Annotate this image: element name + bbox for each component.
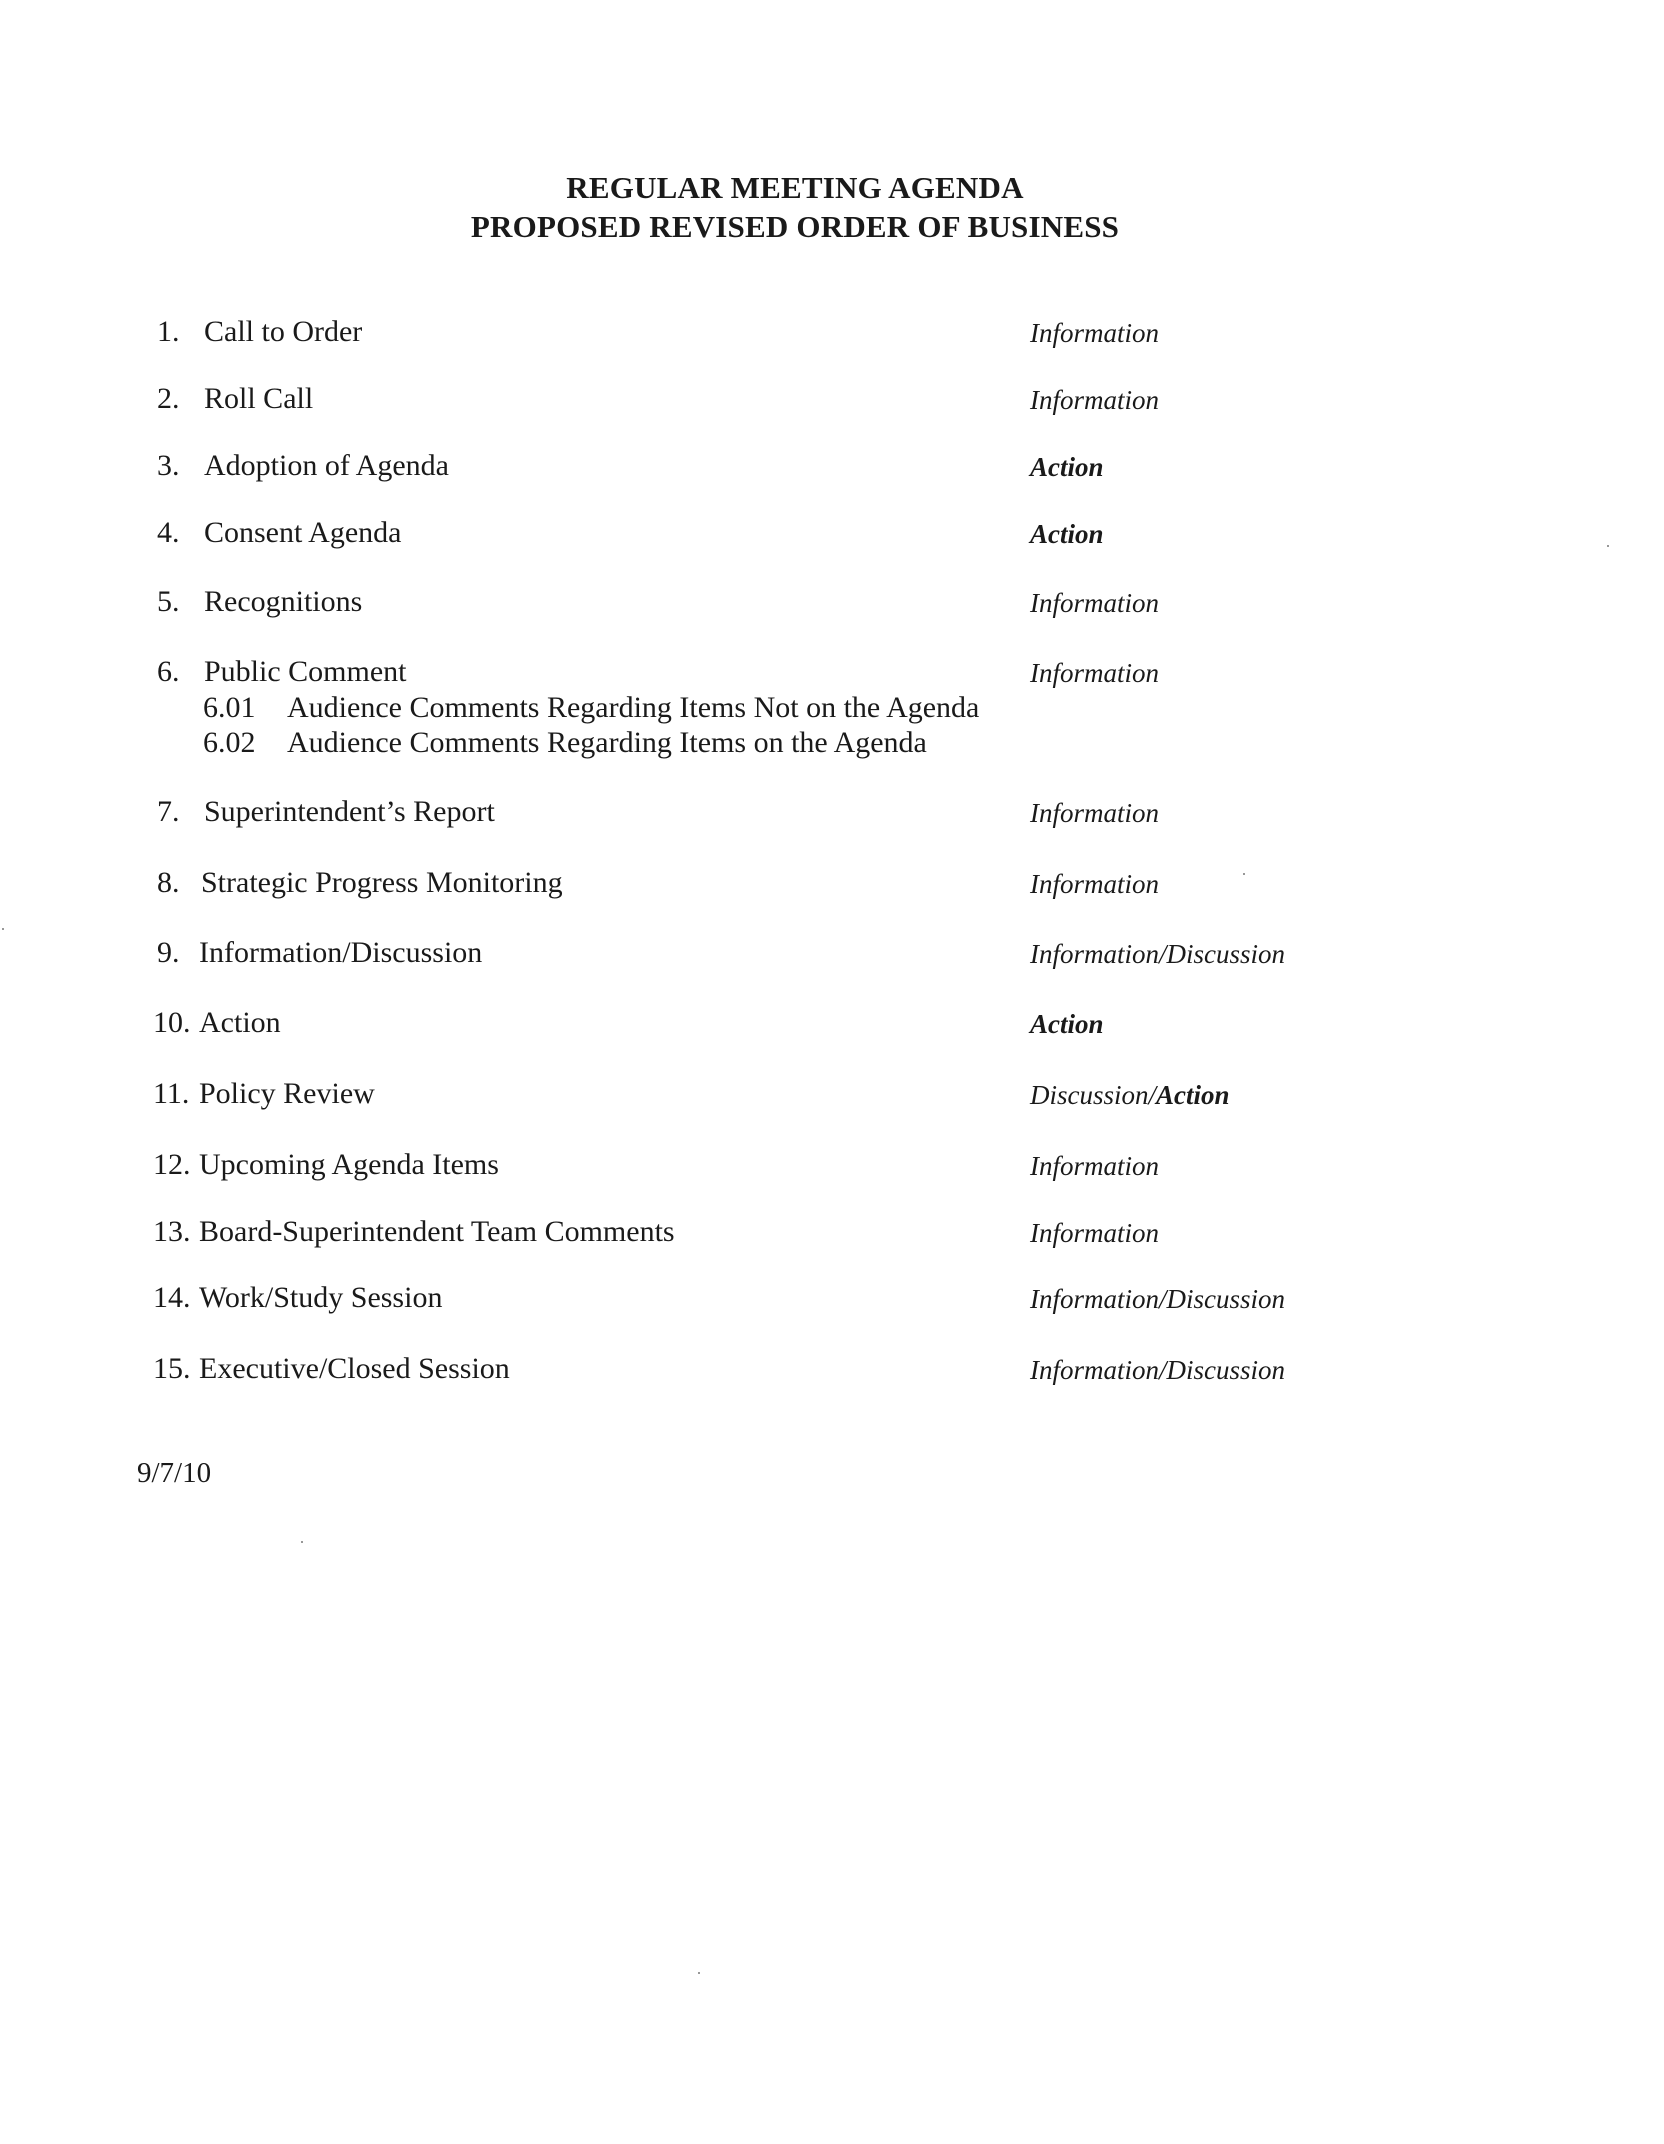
agenda-item-10	[0, 1008, 1600, 1048]
item-type: Information	[1030, 869, 1160, 899]
item-type-prefix: Discussion/	[1030, 1080, 1157, 1110]
item-label: Information/Discussion	[199, 936, 483, 969]
item-label: Board-Superintendent Team Comments	[199, 1215, 675, 1248]
item-type: Action	[1030, 452, 1104, 482]
item-number: 13.	[153, 1215, 191, 1248]
agenda-item-5	[0, 587, 1600, 627]
item-number: 9.	[157, 936, 180, 969]
item-number: 15.	[153, 1352, 191, 1385]
item-label: Executive/Closed Session	[199, 1352, 510, 1385]
item-type: Information	[1030, 798, 1160, 828]
item-type: Information	[1030, 658, 1160, 688]
scan-speck	[301, 1541, 303, 1543]
scan-speck	[1607, 545, 1609, 547]
item-type: Information/Discussion	[1030, 939, 1286, 969]
agenda-item-15	[0, 1354, 1600, 1394]
scan-speck	[2, 928, 4, 930]
item-label: Roll Call	[204, 382, 314, 415]
item-type: Information/Discussion	[1030, 1284, 1286, 1314]
item-number: 10.	[153, 1006, 191, 1039]
item-number: 8.	[157, 866, 180, 899]
agenda-item-2	[0, 384, 1600, 424]
agenda-item-13	[0, 1217, 1600, 1257]
item-type: Information	[1030, 1218, 1160, 1248]
subitem-label: Audience Comments Regarding Items on the Agenda	[287, 726, 927, 759]
item-label: Superintendent’s Report	[204, 795, 495, 828]
item-number: 1.	[157, 315, 180, 348]
item-type: Action	[1030, 519, 1104, 549]
document-date: 9/7/10	[137, 1457, 212, 1489]
item-label: Action	[199, 1006, 281, 1039]
item-label: Policy Review	[199, 1077, 375, 1110]
agenda-item-8	[0, 868, 1600, 908]
item-label: Recognitions	[204, 585, 363, 618]
item-number: 6.	[157, 655, 180, 688]
item-number: 12.	[153, 1148, 191, 1181]
title-line-1: REGULAR MEETING AGENDA	[566, 170, 1024, 205]
item-label: Upcoming Agenda Items	[199, 1148, 499, 1181]
agenda-item-11	[0, 1079, 1600, 1119]
item-label: Adoption of Agenda	[204, 449, 449, 482]
item-number: 11.	[153, 1077, 190, 1110]
item-type: Information	[1030, 318, 1160, 348]
item-type	[1030, 1082, 1230, 1109]
agenda-item-14	[0, 1283, 1600, 1323]
item-type: Information	[1030, 1151, 1160, 1181]
item-number: 4.	[157, 516, 180, 549]
agenda-item-12	[0, 1150, 1600, 1190]
item-label: Consent Agenda	[204, 516, 402, 549]
agenda-item-9	[0, 938, 1600, 978]
item-type: Information	[1030, 385, 1160, 415]
item-type: Action	[1030, 1009, 1104, 1039]
item-type: Information	[1030, 588, 1160, 618]
item-number: 2.	[157, 382, 180, 415]
item-type: Information/Discussion	[1030, 1355, 1286, 1385]
agenda-item-4	[0, 518, 1600, 558]
agenda-item-1	[0, 317, 1600, 357]
item-number: 7.	[157, 795, 180, 828]
subitem-label: Audience Comments Regarding Items Not on the Agenda	[287, 691, 980, 724]
item-label: Call to Order	[204, 315, 363, 348]
item-label: Work/Study Session	[199, 1281, 443, 1314]
title-line-2: PROPOSED REVISED ORDER OF BUSINESS	[470, 209, 1120, 244]
scan-speck	[698, 1972, 700, 1974]
agenda-item-7	[0, 797, 1600, 837]
item-number: 5.	[157, 585, 180, 618]
subitem-number: 6.02	[203, 726, 256, 759]
subitem-number: 6.01	[203, 691, 256, 724]
item-label: Public Comment	[204, 655, 407, 688]
scan-speck	[1243, 873, 1245, 875]
item-number: 3.	[157, 449, 180, 482]
item-label: Strategic Progress Monitoring	[201, 866, 563, 899]
agenda-item-3	[0, 451, 1600, 491]
item-number: 14.	[153, 1281, 191, 1314]
item-type-suffix: Action	[1156, 1080, 1230, 1110]
